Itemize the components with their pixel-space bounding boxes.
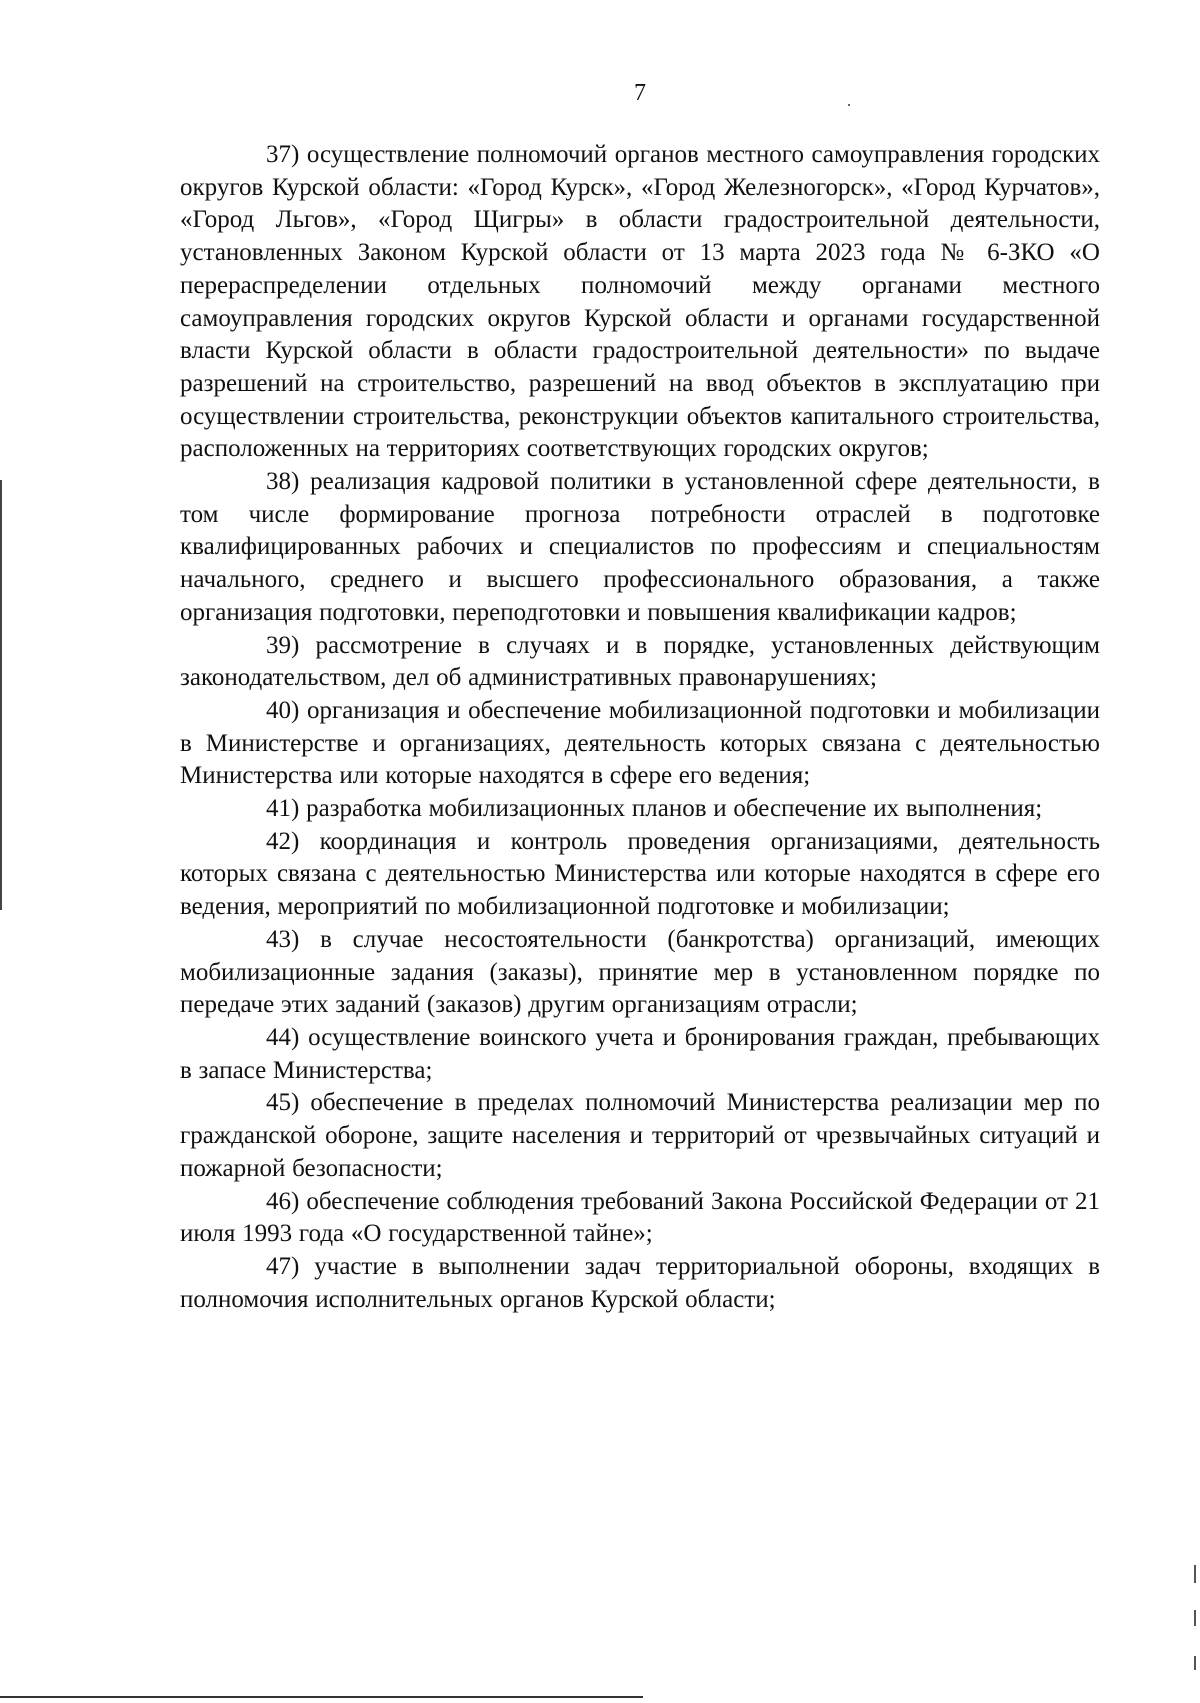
paragraph-43: 43) в случае несостоятельности (банкротства) организаций, имеющих мобилизационные задания (заказы), принятие мер в установленном порядке по передаче этих заданий (заказов) другим организациям отрасли; <box>180 925 1100 1019</box>
paragraph-45: 45) обеспечение в пределах полномочий Министерства реализации мер по гражданской обороне, защите населения и территорий от чрезвычайных ситуаций и пожарной безопасности; <box>180 1089 1100 1182</box>
paragraph-41: 41) разработка мобилизационных планов и обеспечение их выполнения; <box>266 795 1043 823</box>
scan-dot-mark <box>848 104 850 106</box>
paragraph-44: 44) осуществление воинского учета и бронирования граждан, пребывающих в запасе Министерства; <box>180 1023 1100 1084</box>
scan-bottom-edge-line <box>0 1696 643 1698</box>
scan-left-edge-line <box>0 480 2 910</box>
scan-right-edge-mark <box>1194 1656 1196 1670</box>
page-number: 7 <box>634 80 646 106</box>
scan-right-edge-mark <box>1194 1565 1196 1583</box>
paragraph-39: 39) рассмотрение в случаях и в порядке, установленных действующим законодательством, дел об административных правонарушениях; <box>180 631 1100 692</box>
scan-right-edge-mark <box>1194 1610 1196 1626</box>
paragraph-47: 47) участие в выполнении задач территориальной обороны, входящих в полномочия исполнительных органов Курской области; <box>180 1252 1100 1313</box>
document-body <box>180 139 1100 1316</box>
paragraph-40: 40) организация и обеспечение мобилизационной подготовки и мобилизации в Министерстве и организациях, деятельность которых связана с деятельностью Министерства или которые находятся в сфере его ведения; <box>180 696 1100 790</box>
paragraph-42: 42) координация и контроль проведения организациями, деятельность которых связана с деятельностью Министерства или которые находятся в сфере его ведения, мероприятий по мобилизационной подготовке и мобилизации; <box>180 827 1100 921</box>
paragraph-46: 46) обеспечение соблюдения требований Закона Российской Федерации от 21 июля 1993 года «О государственной тайне»; <box>180 1187 1100 1248</box>
paragraph-37: 37) осуществление полномочий органов местного самоуправления городских округов Курской области: «Город Курск», «Город Железногорск», «Город Курчатов», «Город Льгов», «Город Щигры» в области градостроительной деятельности, установленных Законом Курской области от 13 марта 2023 года № 6-ЗКО «О перераспределении отдельных полномочий между органами местного самоуправления городских округов Курской области и органами государственной власти Курской области в области градостроительной деятельности» по выдаче разрешений на строительство, разрешений на ввод объектов в эксплуатацию при осуществлении строительства, реконструкции объектов капитального строительства, расположенных на территориях соответствующих городских округов; <box>180 141 1100 463</box>
paragraph-38: 38) реализация кадровой политики в установленной сфере деятельности, в том числе формирование прогноза потребности отраслей в подготовке квалифицированных рабочих и специалистов по профессиям и специальностям начального, среднего и высшего профессионального образования, а также организация подготовки, переподготовки и повышения квалификации кадров; <box>180 468 1100 626</box>
